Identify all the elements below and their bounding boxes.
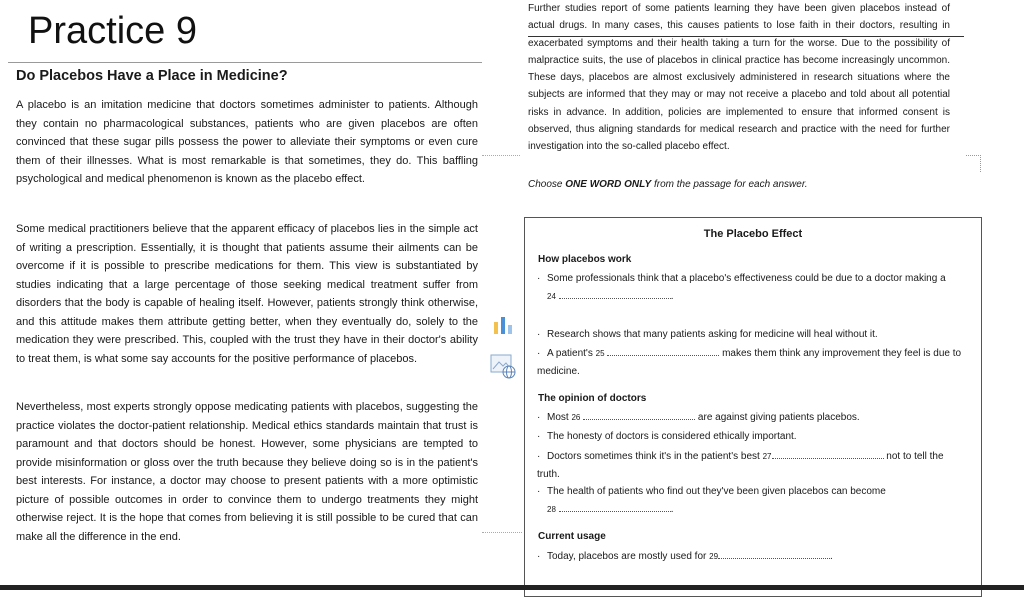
question-26: · Most 26 are against giving patients placebos.	[537, 412, 860, 423]
question-25: · A patient's 25 makes them think any improvement they feel is due to medicine.	[537, 348, 962, 377]
column-divider-dash	[482, 155, 520, 156]
task-instruction: Choose ONE WORD ONLY from the passage for each answer.	[528, 179, 808, 190]
answer-blank-25[interactable]	[607, 346, 719, 356]
section-heading: How placebos work	[538, 254, 632, 265]
strike-through-line	[528, 36, 964, 37]
placeholder-corner	[966, 155, 981, 172]
paragraph-4: Further studies report of some patients learning they have been given placebos instead of actual drugs. In many cases, this causes patients to lose faith in their doctors, resulting in exacerbated symptoms and their health taking a turn for the worse. Due to the possibility of malpractice suits, the use of placebos in clinical practice has become increasingly uncommon. These days, placebos are almost exclusively administered in research situations where the subjects are informed that they may or may not receive a placebo and told about all potential risks in advance. In addition, policies are implemented to ensure that informed consent is observed, thus aligning standards for medical research and practice with the need for further investigation into the so-called placebo effect.	[528, 3, 950, 153]
question-28: · The health of patients who find out they've been given placebos can become 28 .	[537, 486, 886, 515]
answer-blank-29[interactable]	[718, 549, 830, 559]
question-24: · Some professionals think that a placebo's effectiveness could be due to a doctor making a 24 .	[537, 273, 946, 302]
question-27: · Doctors sometimes think it's in the patient's best 27 not to tell the truth.	[537, 451, 944, 480]
question-29: · Today, placebos are mostly used for 29 .	[537, 551, 833, 562]
answer-blank-26[interactable]	[583, 410, 695, 420]
bottom-edge	[0, 585, 1024, 590]
section-heading: Current usage	[538, 531, 606, 542]
paragraph-2: Some medical practitioners believe that the apparent efficacy of placebos lies in the simple act of writing a prescription. Essentially, it is thought that patients assume their ailments can be overcome if it is possible to prescribe medications for them. This view is substantiated by studies indicating that a large percentage of those seeking medical treatment suffer from disorders that the body is capable of healing itself. However, patients strongly think otherwise, and this attitude makes them attribute getting better, when they eventually do, solely to the medication they were prescribed. This, coupled with the trust they have in their doctor's ability to treat them, is what some say accounts for the positive performance of placebos.	[16, 223, 478, 365]
title-divider	[8, 62, 482, 63]
summary-title: The Placebo Effect	[703, 228, 803, 240]
column-divider-dash	[482, 532, 522, 533]
paragraph-1: A placebo is an imitation medicine that doctors sometimes administer to patients. Although they contain no pharmacological substances, patients who are given placebos are often convinced that these sugar pills possess the power to alleviate their symptoms or even cure them of their illnesses. What is most remarkable is that sometimes, they do. This baffling psychological and medical phenomenon is known as the placebo effect.	[16, 99, 478, 185]
list-item: · The honesty of doctors is considered ethically important.	[537, 431, 797, 442]
answer-blank-28[interactable]	[559, 502, 671, 512]
bar-chart-icon[interactable]	[492, 313, 514, 335]
slide-title: Practice 9	[28, 10, 197, 52]
answer-blank-24[interactable]	[559, 289, 671, 299]
passage-heading: Do Placebos Have a Place in Medicine?	[16, 68, 288, 84]
paragraph-3: Nevertheless, most experts strongly oppose medicating patients with placebos, suggesting the practice violates the doctor-patient relationship. Medical ethics standards maintain that trust is paramount and that doctors should be honest. However, some physicians are tempted to provide misinformation or gloss over the truth because they believe doing so is in the patient's best interests. For instance, a doctor may choose to present patients with a more optimistic picture of possible outcomes in order to convince them to undergo treatments they might otherwise reject. It is the hope that comes from believing it is still possible to be cured that can make all the difference in the end.	[16, 401, 478, 543]
list-item: · Research shows that many patients asking for medicine will heal without it.	[537, 329, 878, 340]
image-globe-icon[interactable]	[490, 353, 516, 379]
answer-blank-27[interactable]	[772, 449, 884, 459]
summary-box	[524, 217, 982, 597]
section-heading: The opinion of doctors	[538, 393, 647, 404]
